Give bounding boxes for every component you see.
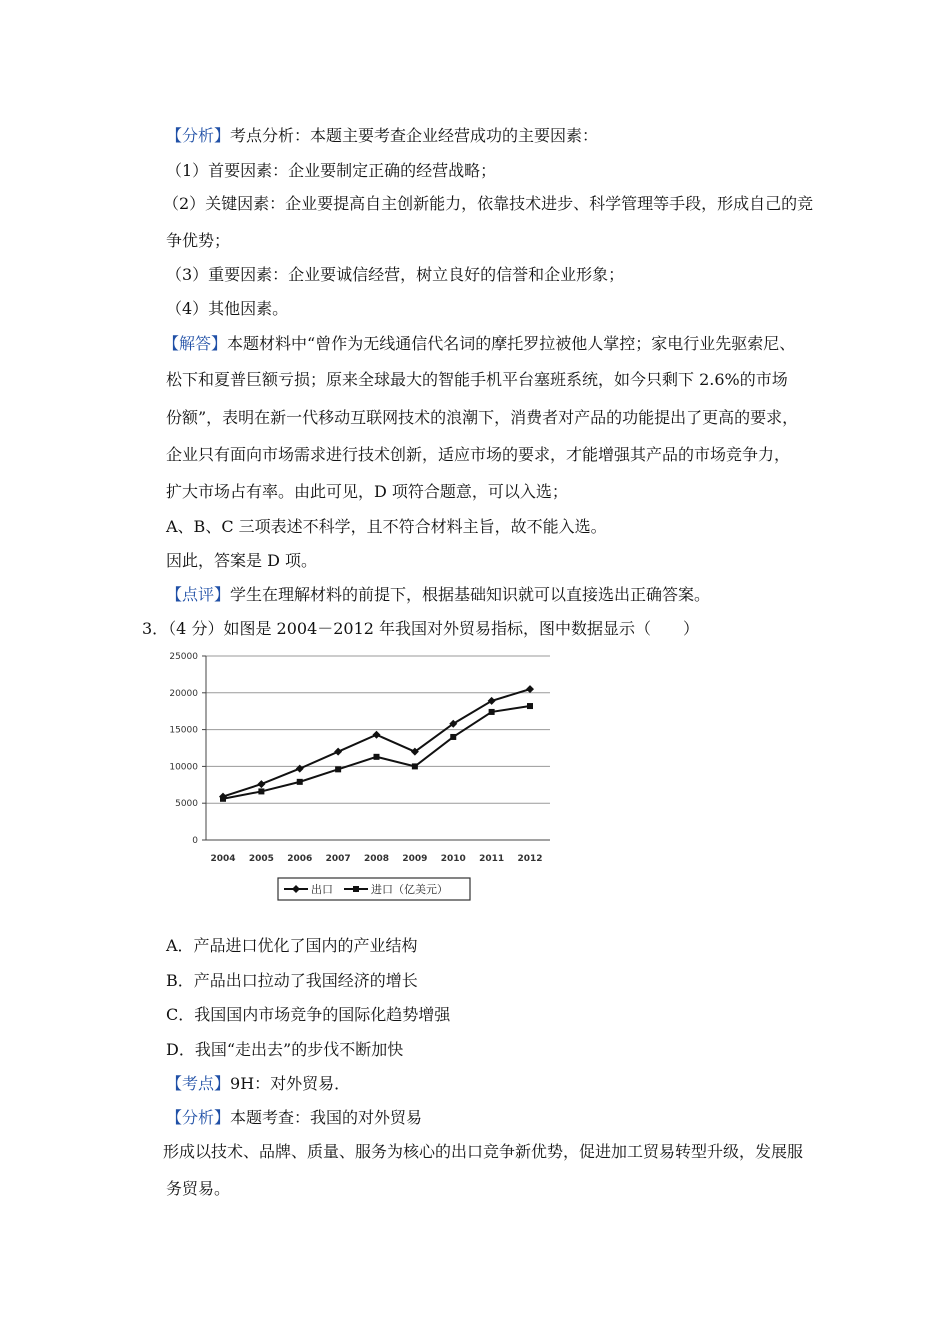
comment-tag: 【点评】 — [166, 585, 231, 604]
y-tick-label: 20000 — [169, 688, 198, 699]
analysis-item: 争优势； — [166, 231, 231, 250]
x-tick-label: 2010 — [440, 854, 466, 864]
answer-line: 松下和夏普巨额亏损；原来全球最大的智能手机平台塞班系统，如今只剩下 2.6%的市场 — [166, 370, 788, 389]
series-line-进口 — [223, 706, 530, 799]
comment-line — [166, 584, 710, 606]
comment-text: 学生在理解材料的前提下，根据基础知识就可以直接选出正确答案。 — [230, 585, 711, 604]
x-tick-label: 2011 — [479, 854, 505, 864]
legend-import-marker — [353, 886, 359, 892]
export-point — [334, 748, 342, 756]
x-tick-label: 2006 — [287, 854, 313, 864]
import-point — [489, 709, 495, 715]
analysis-tag: 【分析】 — [166, 126, 231, 145]
analysis3-text: 本题考查：我国的对外贸易 — [230, 1108, 423, 1127]
y-tick-label: 15000 — [169, 725, 198, 736]
analysis3-line: 形成以技术、品牌、质量、服务为核心的出口竞争新优势，促进加工贸易转型升级，发展服 — [163, 1142, 804, 1161]
y-tick-label: 0 — [192, 836, 198, 846]
analysis-item: （3）重要因素：企业要诚信经营，树立良好的信誉和企业形象； — [166, 265, 625, 284]
answer-line: 份额”，表明在新一代移动互联网技术的浪潮下，消费者对产品的功能提出了更高的要求， — [166, 408, 799, 427]
analysis3-line: 务贸易。 — [166, 1179, 231, 1198]
x-tick-label: 2012 — [517, 854, 543, 864]
option-d: D．我国“走出去”的步伐不断加快 — [166, 1040, 404, 1059]
analysis-line — [166, 125, 598, 147]
answer-text: 本题材料中“曾作为无线通信代名词的摩托罗拉被他人掌控；家电行业先驱索尼、 — [227, 334, 796, 353]
x-tick-label: 2009 — [402, 854, 428, 864]
y-tick-label: 5000 — [175, 799, 198, 810]
import-point — [527, 703, 533, 709]
import-point — [335, 766, 341, 772]
kaodian-text: 9H：对外贸易． — [230, 1074, 351, 1093]
answer-line: 因此，答案是 D 项。 — [166, 551, 318, 570]
import-point — [258, 788, 264, 794]
answer-line — [163, 333, 795, 355]
analysis3-line — [166, 1107, 422, 1129]
import-point — [297, 779, 303, 785]
export-point — [526, 685, 534, 693]
import-point — [374, 754, 380, 760]
analysis-intro: 考点分析：本题主要考查企业经营成功的主要因素： — [230, 126, 599, 145]
export-point — [373, 731, 381, 739]
analysis-item: （1）首要因素：企业要制定正确的经营战略； — [166, 161, 497, 180]
trade-line-chart — [162, 648, 562, 910]
y-tick-label: 10000 — [169, 762, 198, 773]
answer-line: A、B、C 三项表述不科学，且不符合材料主旨，故不能入选。 — [166, 517, 607, 536]
answer-tag: 【解答】 — [163, 334, 228, 353]
import-point — [412, 763, 418, 769]
kaodian-line — [166, 1073, 350, 1095]
question-stem: 3．（4 分）如图是 2004－2012 年我国对外贸易指标，图中数据显示（ ） — [142, 619, 700, 638]
analysis-item: （2）关键因素：企业要提高自主创新能力，依靠技术进步、科学管理等手段，形成自己的竞 — [163, 194, 814, 213]
x-tick-label: 2004 — [210, 854, 236, 864]
x-tick-label: 2005 — [248, 854, 274, 864]
import-point — [450, 734, 456, 740]
option-b: B．产品出口拉动了我国经济的增长 — [166, 971, 418, 990]
answer-line: 企业只有面向市场需求进行技术创新，适应市场的要求，才能增强其产品的市场竞争力， — [166, 445, 791, 464]
option-a: A．产品进口优化了国内的产业结构 — [166, 936, 418, 955]
series-line-出口 — [223, 689, 530, 796]
import-point — [220, 796, 226, 802]
kaodian-tag: 【考点】 — [166, 1074, 231, 1093]
export-point — [257, 780, 265, 788]
x-tick-label: 2007 — [325, 854, 351, 864]
analysis3-tag: 【分析】 — [166, 1108, 231, 1127]
x-tick-label: 2008 — [363, 854, 390, 864]
y-tick-label: 25000 — [169, 652, 198, 662]
legend-export-label: 出口 — [311, 883, 333, 896]
legend-import-label: 进口（亿美元） — [371, 883, 448, 896]
analysis-item: （4）其他因素。 — [166, 299, 289, 318]
export-point — [296, 765, 304, 773]
answer-line: 扩大市场占有率。由此可见，D 项符合题意，可以入选； — [166, 482, 568, 501]
option-c: C．我国国内市场竞争的国际化趋势增强 — [166, 1005, 451, 1024]
